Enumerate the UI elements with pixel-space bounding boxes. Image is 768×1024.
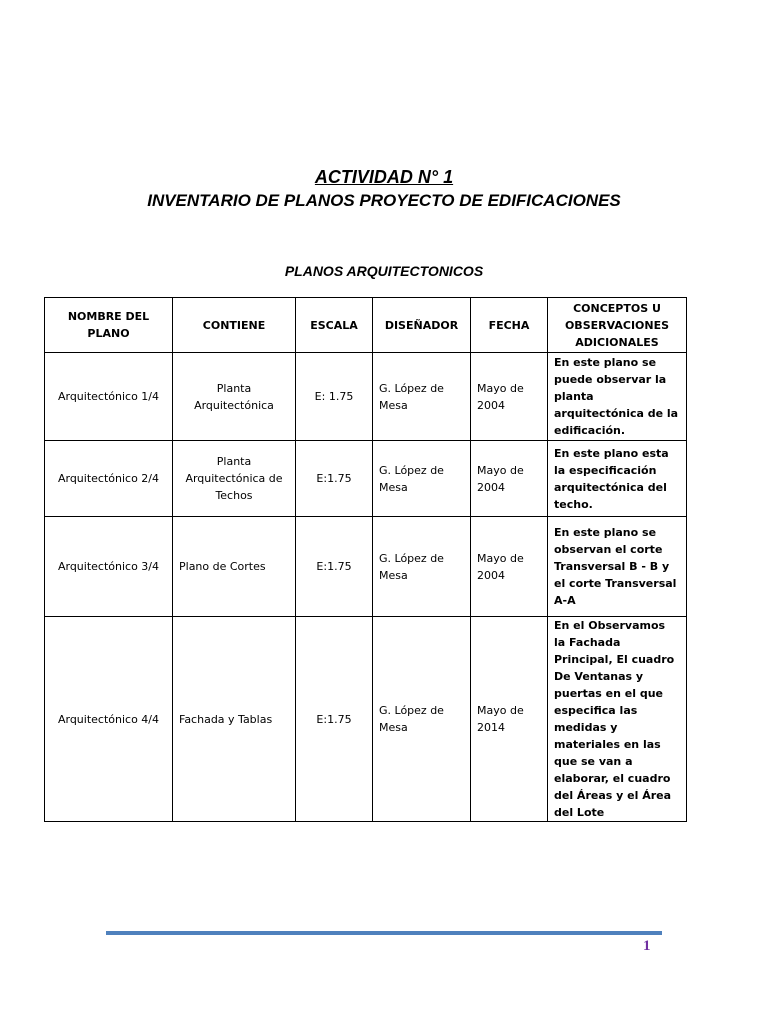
- cell-escala: E: 1.75: [296, 353, 373, 441]
- inventory-table: [44, 297, 687, 822]
- table-row: [45, 617, 687, 822]
- cell-contiene: Fachada y Tablas: [173, 617, 296, 822]
- cell-nombre: Arquitectónico 3/4: [45, 517, 173, 617]
- header-disenador: DISEÑADOR: [373, 298, 471, 353]
- cell-disenador: G. López de Mesa: [373, 617, 471, 822]
- cell-escala: E:1.75: [296, 617, 373, 822]
- cell-fecha: Mayo de 2004: [471, 441, 548, 517]
- cell-disenador: G. López de Mesa: [373, 441, 471, 517]
- cell-conceptos: En este plano esta la especificación arquitectónica del techo.: [548, 441, 687, 517]
- cell-conceptos: En este plano se puede observar la planta arquitectónica de la edificación.: [548, 353, 687, 441]
- section-title: PLANOS ARQUITECTONICOS: [284, 263, 484, 279]
- cell-disenador: G. López de Mesa: [373, 517, 471, 617]
- cell-conceptos: En el Observamos la Fachada Principal, El cuadro De Ventanas y puertas en el que especifica las medidas y materiales en las que se van a elaborar, el cuadro del Áreas y el Área del Lote: [548, 617, 687, 822]
- cell-escala: E:1.75: [296, 441, 373, 517]
- table-header-row: [45, 298, 687, 353]
- cell-contiene: Plano de Cortes: [173, 517, 296, 617]
- table-row: [45, 441, 687, 517]
- cell-escala: E:1.75: [296, 517, 373, 617]
- page-number: 1: [643, 938, 651, 954]
- cell-fecha: Mayo de 2004: [471, 517, 548, 617]
- header-escala: ESCALA: [296, 298, 373, 353]
- footer-divider: [106, 931, 662, 935]
- cell-fecha: Mayo de 2004: [471, 353, 548, 441]
- cell-conceptos: En este plano se observan el corte Transversal B - B y el corte Transversal A-A: [548, 517, 687, 617]
- cell-disenador: G. López de Mesa: [373, 353, 471, 441]
- header-fecha: FECHA: [471, 298, 548, 353]
- cell-contiene: Planta Arquitectónica de Techos: [173, 441, 296, 517]
- cell-nombre: Arquitectónico 4/4: [45, 617, 173, 822]
- cell-fecha: Mayo de 2014: [471, 617, 548, 822]
- header-contiene: CONTIENE: [173, 298, 296, 353]
- cell-nombre: Arquitectónico 2/4: [45, 441, 173, 517]
- document-title: ACTIVIDAD N° 1: [314, 167, 454, 187]
- table-row: [45, 353, 687, 441]
- cell-contiene: Planta Arquitectónica: [173, 353, 296, 441]
- header-conceptos: CONCEPTOS U OBSERVACIONES ADICIONALES: [548, 298, 687, 353]
- table-row: [45, 517, 687, 617]
- document-subtitle: INVENTARIO DE PLANOS PROYECTO DE EDIFICACIONES: [147, 191, 621, 210]
- title-block: [0, 166, 768, 212]
- cell-nombre: Arquitectónico 1/4: [45, 353, 173, 441]
- header-nombre-del-plano: NOMBRE DEL PLANO: [45, 298, 173, 353]
